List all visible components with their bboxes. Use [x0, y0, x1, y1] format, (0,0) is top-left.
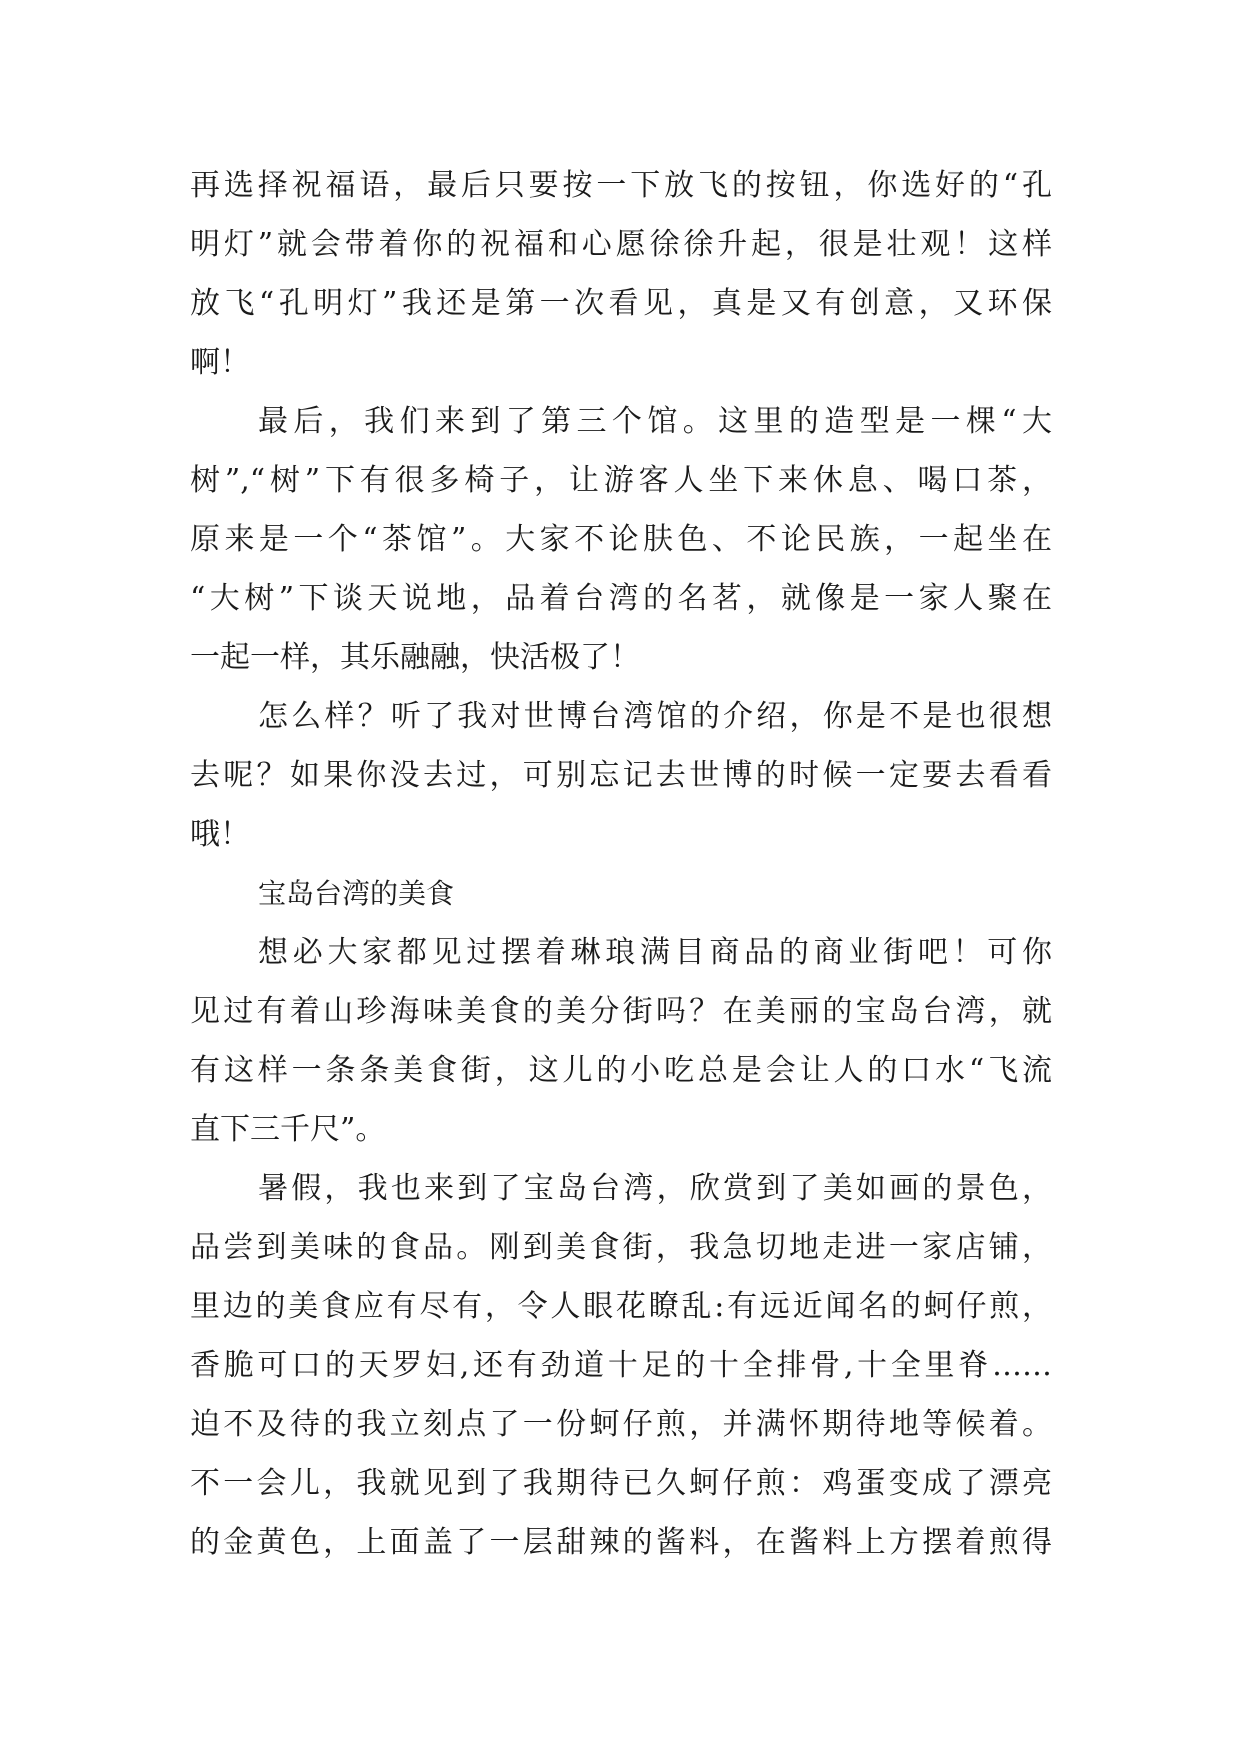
- text-line: 明灯”就会带着你的祝福和心愿徐徐升起，很是壮观！这样: [190, 227, 1052, 262]
- section-heading: 宝岛台湾的美食: [258, 877, 455, 910]
- text-line: 的金黄色，上面盖了一层甜辣的酱料，在酱料上方摆着煎得: [190, 1525, 1052, 1560]
- text-line: 不一会儿，我就见到了我期待已久蚵仔煎：鸡蛋变成了漂亮: [190, 1466, 1052, 1501]
- text-line: 哦！: [190, 817, 250, 852]
- paragraph: [190, 156, 1052, 392]
- paragraph: [190, 923, 1052, 1159]
- text-line: 去呢？如果你没去过，可别忘记去世博的时候一定要去看看: [190, 758, 1052, 793]
- section-heading-block: [190, 864, 1052, 923]
- text-line: 有这样一条条美食街，这儿的小吃总是会让人的口水“飞流: [190, 1053, 1052, 1088]
- text-line: “大树”下谈天说地，品着台湾的名茗，就像是一家人聚在: [190, 581, 1052, 616]
- text-line: 迫不及待的我立刻点了一份蚵仔煎，并满怀期待地等候着。: [190, 1407, 1052, 1442]
- document-body: [190, 156, 1052, 1572]
- text-line: 怎么样？听了我对世博台湾馆的介绍，你是不是也很想: [258, 699, 1052, 734]
- text-line: 品尝到美味的食品。刚到美食街，我急切地走进一家店铺，: [190, 1230, 1052, 1265]
- text-line: 暑假，我也来到了宝岛台湾，欣赏到了美如画的景色，: [258, 1171, 1052, 1206]
- paragraph: [190, 392, 1052, 687]
- text-line: 树”,“树”下有很多椅子，让游客人坐下来休息、喝口茶，: [190, 463, 1052, 498]
- text-line: 直下三千尺”。: [190, 1112, 386, 1147]
- text-line: 香脆可口的天罗妇,还有劲道十足的十全排骨,十全里脊……: [190, 1348, 1052, 1383]
- text-line: 放飞“孔明灯”我还是第一次看见，真是又有创意，又环保: [190, 286, 1052, 321]
- paragraph: [190, 687, 1052, 864]
- text-line: 啊！: [190, 345, 250, 380]
- text-line: 原来是一个“茶馆”。大家不论肤色、不论民族，一起坐在: [190, 522, 1052, 557]
- text-line: 最后，我们来到了第三个馆。这里的造型是一棵“大: [258, 404, 1052, 439]
- paragraph: [190, 1159, 1052, 1572]
- text-line: 一起一样，其乐融融，快活极了！: [190, 640, 640, 675]
- text-line: 里边的美食应有尽有，令人眼花瞭乱:有远近闻名的蚵仔煎，: [190, 1289, 1052, 1324]
- text-line: 再选择祝福语，最后只要按一下放飞的按钮，你选好的“孔: [190, 168, 1052, 203]
- text-line: 想必大家都见过摆着琳琅满目商品的商业街吧！可你: [258, 935, 1052, 970]
- text-line: 见过有着山珍海味美食的美分街吗？在美丽的宝岛台湾，就: [190, 994, 1052, 1029]
